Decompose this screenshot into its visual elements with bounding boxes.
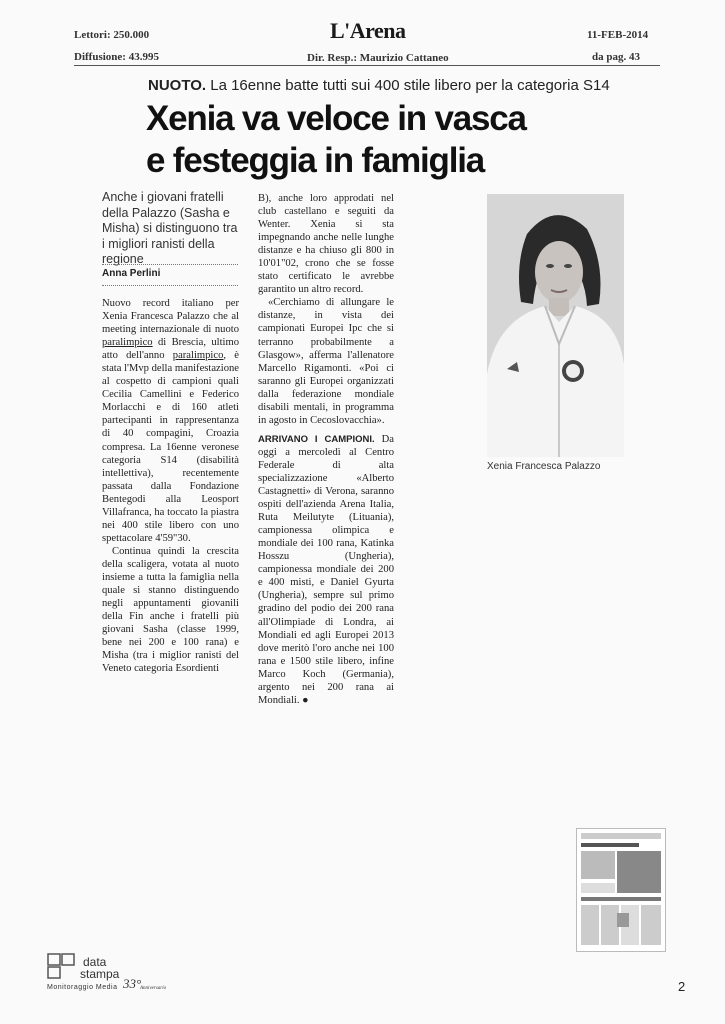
- photo-caption: Xenia Francesca Palazzo: [487, 461, 601, 472]
- diffusione-count: Diffusione: 43.995: [74, 51, 159, 63]
- underlined-word: paralimpico: [102, 337, 153, 349]
- article-deck: Anche i giovani fratelli della Palazzo (Sasha e Misha) si distinguono tra i migliori ranisti della regione: [102, 190, 238, 266]
- anniversary-number: 33°: [123, 976, 142, 991]
- kicker-label: NUOTO.: [148, 77, 207, 94]
- director-line: Dir. Resp.: Maurizio Cattaneo: [307, 52, 449, 64]
- underlined-word: paralimpico: [172, 350, 224, 362]
- article-kicker: [148, 77, 610, 94]
- anniversary-label: Anniversario: [140, 986, 167, 991]
- paragraph-text: Nuovo record italiano per Xenia Francesca Palazzo che al meeting internazionale di nuoto: [102, 298, 239, 336]
- squares-icon: [47, 953, 79, 979]
- dotted-divider: [102, 285, 238, 286]
- article-headline: [146, 98, 606, 182]
- brand-word-stampa: stampa: [80, 967, 120, 981]
- paragraph: [102, 297, 239, 545]
- paragraph-text: , è stata l'Mvp della manifestazione al cospetto di campioni quali Cecilia Camellini e Federico Morlacchi e di 160 atleti partecipanti in rappresentanza di 40 compagini, Croazia compresa. La 16enne veronese categoria S14 (disabilità intellettiva), recentemente passata dalla Fondazione Bentegodi alla Leosport Villafranca, ha toccato la piastra nei 400 stile libero con uno spettacolare 4'59"30.: [102, 350, 239, 544]
- headline-line-2: e festeggia in famiglia: [146, 141, 485, 180]
- page-thumbnail: [576, 828, 666, 952]
- portrait-illustration: [487, 194, 624, 457]
- datastampa-logo: [47, 953, 79, 984]
- paragraph-text: di Brescia, ultimo atto dell'anno: [102, 337, 239, 362]
- brand-subtitle: Monitoraggio Media: [47, 984, 118, 991]
- lettori-count: Lettori: 250.000: [74, 29, 150, 41]
- brand-word-data: data: [83, 955, 107, 969]
- athlete-photo: [487, 194, 624, 457]
- issue-date: 11-FEB-2014: [587, 29, 649, 41]
- paragraph: «Cerchiamo di allungare le distanze, in vista dei campionati Europei Ipc che si terranno probabilmente a Glasgow», afferma l'allenatore Marcello Rigamonti. «Poi ci saranno gli Europei organizzati dalla federazione mondiale disabili mentali, in programma in agosto in Cecoslovacchia».: [258, 297, 394, 426]
- paragraph-text: Da oggi a mercoledì al Centro Federale di alta specializzazione «Alberto Castagnetti» di Verona, saranno ospiti dell'azienda Arena Italia, Ruta Meilutyte (Lituania), campionessa olimpica e mondiale dei 100 rana, Katinka Hosszu (Ungheria), campionessa mondiale dei 200 e 400 misti, e Daniel Gyurta (Ungheria), sempre sul primo gradino del podio dei 200 rana all'Olimpiade di Londra, ai Mondiali ed agli Europei 2013 dove meritò l'oro anche nei 100 rana e 1500 stile libero, infine Marco Koch (Germania), argento nei 200 rana ai Mondiali.: [258, 433, 394, 706]
- kicker-text: La 16enne batte tutti sui 400 stile libero per la categoria S14: [210, 77, 610, 94]
- paragraph: Continua quindi la crescita della scaligera, votata al nuoto insieme a tutta la famiglia nella quale si stanno distinguendo negli appuntamenti giovanili della Fin anche i fratelli più giovani Sasha (classe 1999, bene nei 200 e 100 rana) e Misha (tra i miglior ranisti del Veneto categoria Esordienti: [102, 545, 239, 675]
- paragraph: [258, 433, 394, 707]
- page-number: 2: [678, 979, 686, 994]
- page-reference: da pag. 43: [592, 51, 640, 63]
- article-column-1: [102, 297, 239, 675]
- newspaper-logo: L'Arena: [330, 18, 406, 43]
- page-thumbnail-illustration: [577, 829, 665, 951]
- dotted-divider: [102, 264, 238, 265]
- header-rule: [74, 65, 660, 66]
- end-mark: ●: [302, 694, 309, 706]
- section-subhead: ARRIVANO I CAMPIONI.: [258, 433, 375, 445]
- article-column-2: [258, 192, 394, 707]
- article-author: Anna Perlini: [102, 268, 161, 279]
- headline-line-1: Xenia va veloce in vasca: [146, 99, 526, 138]
- paragraph: B), anche loro approdati nel club castellano e seguiti da Wenter. Xenia si sta impegnando anche nelle lunghe distanze e ha chiuso gli 800 in 10'01"02, crono che se fosse stato certificato le avrebbe garantito un altro record.: [258, 193, 394, 296]
